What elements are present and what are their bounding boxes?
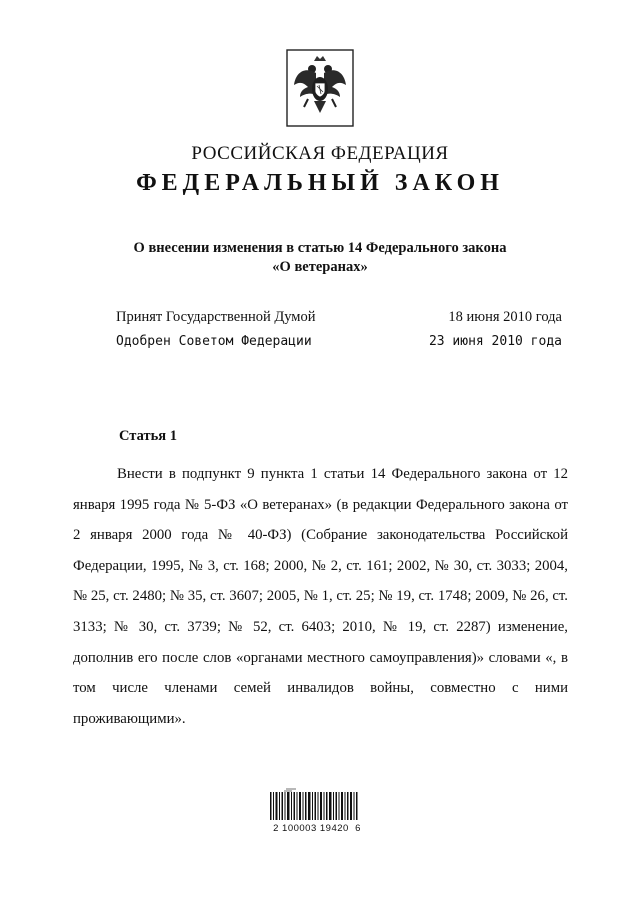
- adoption-date: 23 июня 2010 года: [428, 334, 562, 349]
- adoption-date: 18 июня 2010 года: [448, 309, 562, 325]
- article-heading: Статья 1: [119, 428, 177, 444]
- law-title: [0, 239, 640, 277]
- adoption-row-council: [116, 334, 562, 354]
- document-type: ФЕДЕРАЛЬНЫЙ ЗАКОН: [136, 170, 504, 196]
- article-body: Внести в подпункт 9 пункта 1 статьи 14 Федерального закона от 12 января 1995 года № 5-ФЗ «О ветеранах» (в редакции Федерального закона от 2 января 2000 года № 40-ФЗ) (Собрание законодательства Российской Федерации, 1995, № 3, ст. 168; 2000, № 2, ст. 161; 2002, № 30, ст. 3033; 2004, № 25, ст. 2480; № 35, ст. 3607; 2005, № 1, ст. 25; № 19, ст. 1748; 2009, № 26, ст. 3133; № 30, ст. 3739; № 52, ст. 6403; 2010, № 19, ст. 2287) изменение, дополнив его после слов «органами местного самоуправления)» словами «, в том числе членами семей инвалидов войны, совместно с ними проживающими».: [73, 466, 568, 727]
- barcode-icon: [270, 788, 358, 820]
- barcode-number: 2 100003 19420 6: [273, 823, 361, 834]
- country-name: РОССИЙСКАЯ ФЕДЕРАЦИЯ: [191, 143, 449, 164]
- adoption-row-duma: [116, 309, 562, 329]
- law-title-line-1: О внесении изменения в статью 14 Федерального закона: [133, 240, 507, 256]
- law-title-line-2: «О ветеранах»: [272, 259, 368, 275]
- coat-of-arms-icon: [286, 49, 354, 127]
- adoption-label: Принят Государственной Думой: [116, 309, 316, 325]
- adoption-label: Одобрен Советом Федерации: [116, 334, 312, 349]
